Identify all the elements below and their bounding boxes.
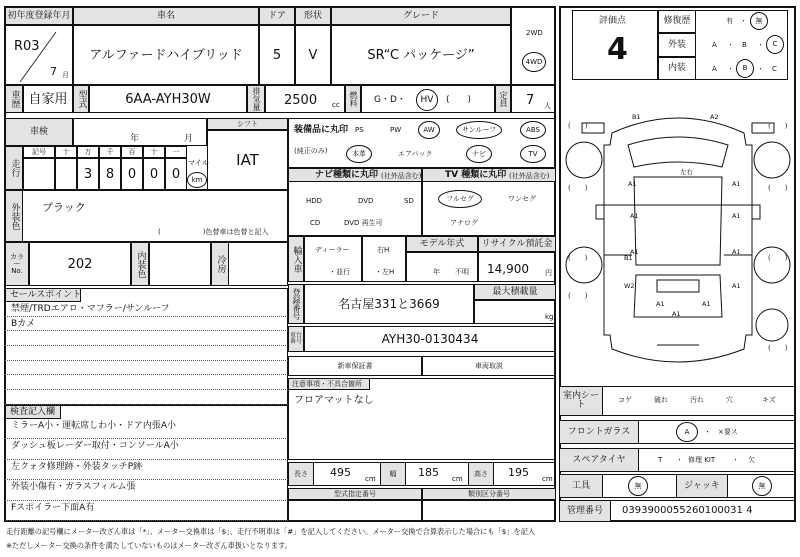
warranty-manual: 車両取説 xyxy=(422,356,556,376)
mileage-digit: 0 xyxy=(121,158,143,190)
inspector-lines xyxy=(5,419,288,521)
damage-bracket: ( ) xyxy=(568,254,588,262)
windshield-label: フロントガラス xyxy=(559,420,639,444)
damage-bracket: ( ) xyxy=(768,122,788,130)
navi-type-sub: (社外品含む) xyxy=(381,172,422,180)
equipment-label: 装備品に丸印 xyxy=(294,125,349,135)
equip-tv-circled: TV xyxy=(520,145,546,163)
shape-value: V xyxy=(295,25,331,85)
capacity-unit: 人 xyxy=(544,102,551,110)
damage-mark: A1 xyxy=(630,248,639,256)
displacement-value: 2500 xyxy=(284,93,318,108)
interior-label: 内装 xyxy=(658,57,696,80)
mileage-digit-header: 一 xyxy=(165,146,187,158)
damage-mark: A1 xyxy=(732,212,741,220)
damage-mark: B1 xyxy=(632,113,641,121)
navi-hdd: HDD xyxy=(306,197,323,205)
spare-option: 修理 KIT xyxy=(688,456,716,464)
height-value: 195 xyxy=(508,466,529,479)
damage-mark: 左右 xyxy=(680,168,693,176)
exterior-sep: ・ xyxy=(757,41,764,49)
inspection-label: 車検 xyxy=(5,118,73,146)
sales-point-line xyxy=(5,376,288,391)
mileage-digit-header: 十 xyxy=(55,146,77,158)
type-no-value xyxy=(288,500,422,521)
inspector-line: 左クォタ修理跡・外装タッチP跡 xyxy=(5,460,288,480)
tv-type-sub: (社外品含む) xyxy=(509,172,550,180)
import-dealer-cell xyxy=(304,236,362,282)
inspection-date-cell xyxy=(73,118,207,146)
color-label: 外装色 xyxy=(9,202,20,230)
sales-point-line xyxy=(5,346,288,361)
exterior-options xyxy=(700,33,788,57)
car-name-label: 車名 xyxy=(73,7,259,25)
damage-mark: A1 xyxy=(672,310,681,318)
spare-label: スペアタイヤ xyxy=(559,448,639,472)
damage-mark: A1 xyxy=(702,300,711,308)
seat-option: 穴 xyxy=(726,396,733,404)
interior-sep: ・ xyxy=(757,65,764,73)
length-unit: cm xyxy=(365,475,376,483)
spare-option: ・ xyxy=(676,456,683,464)
inspector-line: ダッシュ板レーダー取付・コンソールA小 xyxy=(5,439,288,459)
mileage-mark-value xyxy=(23,158,55,190)
model-value: 6AA-AYH30W xyxy=(89,85,247,113)
equip-ps: PS xyxy=(355,126,364,134)
score-box xyxy=(572,10,658,80)
import-hand-cell xyxy=(362,236,406,282)
notes-label: 注意事項・不具合箇所 xyxy=(288,378,370,390)
drive-4wd-circled: 4WD xyxy=(522,52,546,72)
spare-option: ・ xyxy=(732,456,739,464)
usage-label: 車歴 xyxy=(9,90,20,108)
windshield-rest: ・ ×要ス xyxy=(704,428,738,436)
mileage-digit: 0 xyxy=(143,158,165,190)
navi-type-label: ナビ種類に丸印 xyxy=(315,170,379,180)
capacity-cell xyxy=(511,85,555,113)
reg-year-label: 初年度登録年月 xyxy=(5,7,73,25)
score-label: 評価点 xyxy=(599,16,627,26)
import-label-cell xyxy=(288,236,304,282)
car-name-value: アルファードハイブリッド xyxy=(73,25,259,85)
repair-no-circled: 無 xyxy=(750,12,768,30)
tv-type-header xyxy=(422,168,556,182)
seat-option: キズ xyxy=(762,396,776,404)
capacity-label: 定員 xyxy=(499,91,508,107)
seat-options xyxy=(606,386,794,416)
model-year-cell xyxy=(406,252,478,282)
management-value: 0393900055260100031 4 xyxy=(622,505,753,516)
mileage-digit-header: 万 xyxy=(77,146,99,158)
damage-diagram xyxy=(562,105,794,383)
damage-mark: A1 xyxy=(656,300,665,308)
length-label: 長さ xyxy=(288,462,314,486)
damage-mark: A1 xyxy=(732,180,741,188)
repair-yes: 有 xyxy=(726,17,733,25)
color-note: ( )色替車は色替と記入 xyxy=(158,228,269,236)
class-no-label: 類別区分番号 xyxy=(422,488,556,500)
tv-oneseg: ワンセグ xyxy=(508,195,536,203)
sales-point-line xyxy=(5,331,288,346)
damage-mark: W2 xyxy=(624,282,635,290)
interior-color-label-cell xyxy=(131,242,149,286)
chassis-label: 車台番号 xyxy=(290,332,303,345)
sales-point-label: セールスポイント xyxy=(5,288,81,302)
type-no-label: 型式指定番号 xyxy=(288,488,422,500)
capacity-label-cell xyxy=(495,85,511,113)
damage-bracket: ( ) xyxy=(768,254,788,262)
recycle-cell xyxy=(478,252,556,282)
mileage-mark-label: 記号 xyxy=(23,146,55,158)
sales-point-lines xyxy=(5,302,288,405)
mileage-digit-header: 百 xyxy=(121,146,143,158)
door-value: 5 xyxy=(259,25,295,85)
sales-point-line xyxy=(5,361,288,376)
grade-label: グレード xyxy=(331,7,511,25)
capacity-value: 7 xyxy=(526,93,535,108)
import-lh: ・左H xyxy=(375,268,395,276)
spare-option: T xyxy=(658,456,663,464)
import-parallel: ・並行 xyxy=(329,268,350,276)
usage-label-cell xyxy=(5,85,23,113)
inspection-year-unit: 年 xyxy=(130,134,140,144)
mileage-digits xyxy=(55,146,187,190)
damage-bracket: ( ) xyxy=(568,122,588,130)
chassis-value: AYH30-0130434 xyxy=(304,326,556,352)
navi-dvd: DVD xyxy=(358,197,374,205)
model-label-cell xyxy=(73,85,89,113)
shift-label: シフト xyxy=(207,118,288,130)
recycle-label: リサイクル預託金 xyxy=(478,236,556,252)
repair-sep: ・ xyxy=(740,17,747,25)
notes-block xyxy=(288,378,556,460)
reg-month: 7 xyxy=(50,65,57,78)
seat-option: 汚れ xyxy=(690,396,704,404)
color-no-value: 202 xyxy=(29,242,131,286)
drive-cell xyxy=(511,7,555,85)
navi-dvd-play: DVD 再生可 xyxy=(344,219,383,227)
usage-value: 自家用 xyxy=(23,85,73,113)
jack-no-circled: 無 xyxy=(752,476,772,496)
exterior-option: B xyxy=(742,41,747,49)
displacement-label: 排気量 xyxy=(252,87,261,111)
chassis-label-cell xyxy=(288,326,304,352)
registration-label-cell xyxy=(288,284,304,324)
import-dealer: ディーラー xyxy=(315,246,350,254)
warranty-new-car: 新車保証書 xyxy=(288,356,422,376)
class-no-value xyxy=(422,500,556,521)
damage-mark: A1 xyxy=(630,212,639,220)
shape-label: 形状 xyxy=(295,7,331,25)
mileage-label: 走行 xyxy=(9,159,20,177)
tools-label: 工具 xyxy=(559,474,603,498)
interior-selected: B xyxy=(736,59,754,78)
damage-bracket: ( ) xyxy=(568,292,588,300)
fuel-options: G・D・ xyxy=(374,95,406,105)
damage-mark: A2 xyxy=(710,113,719,121)
notes-value: フロアマットなし xyxy=(294,395,374,406)
color-no-label: カラーNo. xyxy=(10,252,24,275)
model-label: 型式 xyxy=(76,90,87,108)
sales-point-line xyxy=(5,390,288,405)
displacement-cell xyxy=(265,85,345,113)
seat-option: 破れ xyxy=(654,396,668,404)
grade-value: SR“C パッケージ” xyxy=(331,25,511,85)
mile-label: マイル xyxy=(188,159,209,167)
interior-option: A xyxy=(712,65,717,73)
color-no-label-cell xyxy=(5,242,29,286)
score-value: 4 xyxy=(607,32,628,67)
fuel-label-cell xyxy=(345,85,361,113)
tools-no-circled: 無 xyxy=(628,476,648,496)
exterior-sep: ・ xyxy=(727,41,734,49)
fuel-cell xyxy=(361,85,495,113)
model-year-unknown: 不明 xyxy=(455,268,469,276)
reg-month-unit: 月 xyxy=(62,71,69,79)
damage-mark: A1 xyxy=(628,180,637,188)
tv-analog: アナログ xyxy=(450,219,478,227)
recycle-unit: 円 xyxy=(545,269,552,277)
color-value: ブラック xyxy=(42,201,86,214)
inspection-month-unit: 月 xyxy=(184,134,194,144)
sales-point-line: Bカメ xyxy=(5,317,288,332)
color-label-cell xyxy=(5,190,23,242)
windshield-a-circled: A xyxy=(676,422,698,442)
door-label: ドア xyxy=(259,7,295,25)
max-load-cell xyxy=(474,300,556,324)
mileage-digit xyxy=(55,158,77,190)
recycle-value: 14,900 xyxy=(487,262,529,276)
width-label: 幅 xyxy=(380,462,406,486)
navi-type-header xyxy=(288,168,422,182)
reg-era: R03 xyxy=(14,39,40,54)
damage-mark: A1 xyxy=(732,248,741,256)
km-circled: km xyxy=(187,172,207,188)
import-rh: 右H xyxy=(377,246,390,254)
spare-options xyxy=(648,448,794,472)
seat-label: 室内シート xyxy=(559,386,603,416)
tv-fullseg-circled: フルセグ xyxy=(438,190,482,208)
registration-value: 名古屋331と3669 xyxy=(304,284,474,324)
footer-note-1: 走行距離の記号欄にメーター改ざん車は「*」、メーター交換車は「$」、走行不明車は「#」を記入してください。メーター交換で合算表示した場合にも「$」を記入 xyxy=(6,527,536,536)
equip-leather-circled: 本革 xyxy=(346,145,372,163)
interior-color-value xyxy=(149,242,211,286)
drive-2wd: 2WD xyxy=(526,29,543,37)
exterior-option: A xyxy=(712,41,717,49)
model-year-label: モデル年式 xyxy=(406,236,478,252)
model-year-unit: 年 xyxy=(433,268,440,276)
equip-airbag: エアバック xyxy=(398,150,433,158)
equip-aw-circled: AW xyxy=(418,121,440,139)
height-unit: cm xyxy=(542,475,553,483)
mileage-label-cell xyxy=(5,146,23,190)
fuel-hv-circled: HV xyxy=(416,89,438,111)
equipment-sub-label: (純正のみ) xyxy=(294,147,328,155)
mileage-digit: 8 xyxy=(99,158,121,190)
max-load-unit: kg xyxy=(545,313,554,321)
repair-label: 修復歴 xyxy=(658,10,696,33)
inspector-line: ミラーA小・運転席しわ小・ドア内張A小 xyxy=(5,419,288,439)
exterior-label: 外装 xyxy=(658,33,696,57)
equip-pw: PW xyxy=(390,126,402,134)
shift-value: IAT xyxy=(207,130,288,190)
max-load-label: 最大積載量 xyxy=(474,284,556,300)
ac-label: 冷房 xyxy=(215,255,226,273)
sales-point-line: 禁煙/TRDエアロ・マフラー/サンルーフ xyxy=(5,302,288,317)
exterior-selected: C xyxy=(766,35,784,54)
mileage-digit: 0 xyxy=(165,158,187,190)
width-value: 185 xyxy=(418,466,439,479)
interior-options xyxy=(700,57,788,80)
width-unit: cm xyxy=(452,475,463,483)
seat-option: コゲ xyxy=(618,396,632,404)
navi-cd: CD xyxy=(310,219,321,227)
damage-mark: A1 xyxy=(732,282,741,290)
registration-label: 登録番号 xyxy=(292,288,301,320)
damage-bracket: ( ) xyxy=(768,184,788,192)
length-value: 495 xyxy=(330,466,351,479)
fuel-paren: ( ) xyxy=(446,95,472,105)
interior-color-label: 内装色 xyxy=(135,250,146,278)
interior-option: C xyxy=(772,65,777,73)
damage-bracket: ( ) xyxy=(768,344,788,352)
footer-note-2: ※ただしメーター交換の条件を満たしていないものはメーター改ざん車扱いとなります。 xyxy=(6,541,292,550)
jack-label: ジャッキ xyxy=(676,474,728,498)
interior-sep: ・ xyxy=(727,65,734,73)
displacement-label-cell xyxy=(247,85,265,113)
damage-mark: B1 xyxy=(624,254,633,262)
displacement-unit: cc xyxy=(332,101,340,109)
mileage-digit-header: 十 xyxy=(143,146,165,158)
equip-navi-circled: ナビ xyxy=(466,145,492,163)
equip-sunroof-circled: サンルーフ xyxy=(456,121,502,139)
inspector-label: 検査記入欄 xyxy=(5,405,61,419)
fuel-label: 燃料 xyxy=(349,91,358,107)
damage-bracket: ( ) xyxy=(568,184,588,192)
import-label: 輸入車 xyxy=(291,245,302,273)
navi-sd: SD xyxy=(404,197,414,205)
tv-type-label: TV 種類に丸印 xyxy=(445,170,507,180)
reg-year-cell xyxy=(5,25,73,85)
mileage-digit: 3 xyxy=(77,158,99,190)
equip-abs-circled: ABS xyxy=(520,121,546,139)
spare-option: 欠 xyxy=(748,456,755,464)
inspector-line: Fスポイラー下面A有 xyxy=(5,501,288,521)
height-label: 高さ xyxy=(468,462,494,486)
management-label: 管理番号 xyxy=(559,500,611,522)
ac-label-cell xyxy=(211,242,229,286)
damage-brackets xyxy=(562,105,794,383)
mileage-digit-header: 千 xyxy=(99,146,121,158)
inspector-line: 外装小傷有・ガラスフィルム張 xyxy=(5,480,288,500)
